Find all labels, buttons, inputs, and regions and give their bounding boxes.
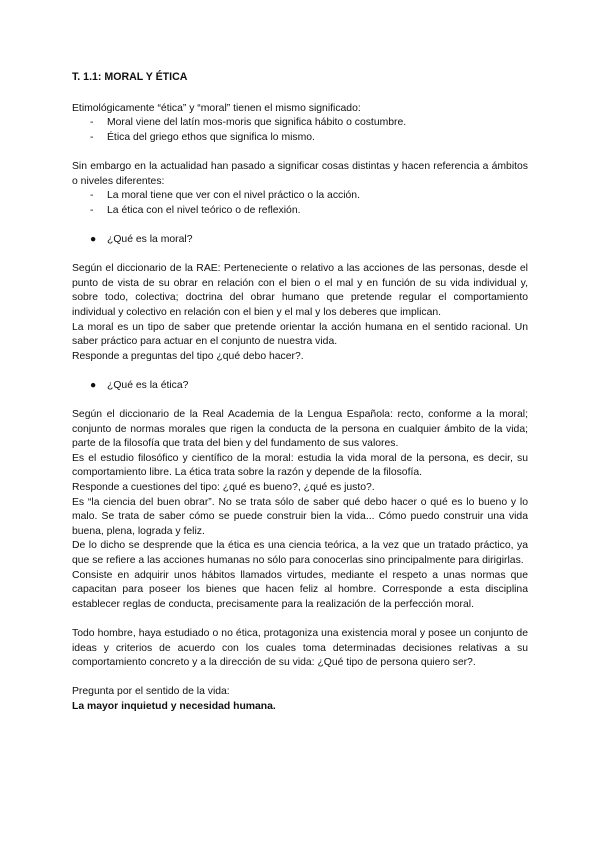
bullet-icon: ● [90, 379, 97, 391]
moral-heading [72, 233, 528, 248]
bullet-icon: ● [90, 233, 97, 245]
ethics-paragraph: Consiste en adquirir unos hábitos llamados virtudes, mediante el respeto a unas normas que capacitan para poseer los bienes que hacen feliz al hombre. Corresponde a esta disciplina establecer reglas de conducta, precisamente para la realización de la perfección moral. [72, 569, 528, 610]
section-heading: ¿Qué es la ética? [107, 379, 189, 391]
document-page [72, 70, 528, 715]
section-heading: ¿Qué es la moral? [107, 233, 193, 245]
list-item: - La ética con el nivel teórico o de reflexión. [90, 204, 528, 219]
ethics-paragraph: Es el estudio filosófico y científico de la moral: estudia la vida moral de la persona, es decir, su comportamiento libre. La ética trata sobre la razón y depende de la filosofía. [72, 452, 528, 479]
ethics-paragraph: Responde a cuestiones del tipo: ¿qué es bueno?, ¿qué es justo?. [72, 482, 375, 494]
ethics-paragraph: Es “la ciencia del buen obrar”. No se trata sólo de saber qué debo hacer o qué es lo bueno y lo malo. Se trata de saber cómo se puede construir bien la vida... Cómo puedo construir una vida buena, plena, lograda y feliz. [72, 496, 528, 537]
closing-paragraph: Todo hombre, haya estudiado o no ética, protagoniza una existencia moral y posee un conjunto de ideas y criterios de acuerdo con los cuales toma determinadas decisiones relativas a su comportamiento concreto y a la dirección de su vida: ¿Qué tipo de persona quiero ser?. [72, 627, 528, 669]
moral-paragraph: La moral es un tipo de saber que pretende orientar la acción humana en el sentido racional. Un saber práctico para actuar en el conjunto de nuestra vida. [72, 321, 528, 348]
closing-conclusion: La mayor inquietud y necesidad humana. [72, 700, 276, 712]
etymology-intro: Etimológicamente “ética” y “moral” tienen el mismo significado: [72, 102, 361, 114]
list-item: - Moral viene del latín mos-moris que significa hábito o costumbre. [90, 116, 528, 131]
list-item: - Ética del griego ethos que significa lo mismo. [90, 131, 528, 146]
ethics-paragraph: Según el diccionario de la Real Academia de la Lengua Española: recto, conforme a la moral; conjunto de normas morales que rigen la conducta de la persona en cualquier ámbito de la vida; parte de la filosofía que trata del bien y del fundamento de sus valores. [72, 409, 528, 450]
etymology-list [72, 116, 528, 145]
moral-paragraph: Responde a preguntas del tipo ¿qué debo hacer?. [72, 350, 304, 362]
ethics-paragraph: De lo dicho se desprende que la ética es una ciencia teórica, a la vez que un tratado práctico, ya que se refiere a las acciones humanas no sólo para conocerlas sino principalmente para dirigirlas. [72, 540, 528, 566]
today-intro: Sin embargo en la actualidad han pasado a significar cosas distintas y hacen referencia a ámbitos o niveles diferentes: [72, 160, 528, 187]
document-title: T. 1.1: MORAL Y ÉTICA [72, 71, 188, 83]
moral-paragraph: Según el diccionario de la RAE: Perteneciente o relativo a las acciones de las personas, desde el punto de vista de su obrar en relación con el bien o el mal y en función de su vida individual y, sobre todo, colectiva; doctrina del obrar humano que pretende regular el comportamiento individual y colectivo en relación con el bien y el mal y los deberes que implican. [72, 263, 528, 318]
ethics-heading [72, 379, 528, 394]
list-item: - La moral tiene que ver con el nivel práctico o la acción. [90, 189, 528, 204]
levels-list [72, 189, 528, 218]
closing-question: Pregunta por el sentido de la vida: [72, 686, 230, 698]
